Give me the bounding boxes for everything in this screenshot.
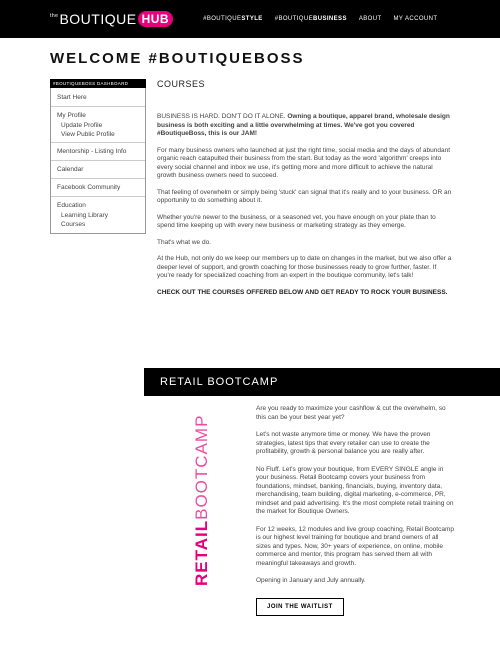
paragraph: Opening in January and July annually. [256,577,366,584]
nav-boutique-style[interactable] [203,16,263,22]
nav-boutique-business[interactable] [275,16,347,22]
paragraph: Whether you're newer to the business, or a seasoned vet, you have enough on your plate than to spend time keeping up with every new business or marketing strategy as they emerge. [157,213,436,229]
nav-about[interactable] [359,16,382,22]
retail-bootcamp-description [256,405,454,616]
sidebar-item-view-public-profile[interactable]: View Public Profile [61,131,115,138]
paragraph: That feeling of overwhelm or simply being 'stuck' can signal that it's really and to your business. OR an opportunity to do something about it. [157,188,452,204]
intro-plain: BUSINESS IS HARD. DON'T DO IT ALONE. [157,113,286,120]
sidebar-item-facebook-community[interactable]: Facebook Community [57,184,121,191]
sidebar-item-my-profile[interactable]: My Profile [57,112,86,119]
sidebar-item-update-profile[interactable]: Update Profile [61,122,103,129]
divider [51,160,145,161]
paragraph: Are you ready to maximize your cashflow & cut the overwhelm, so this can be your best year yet? [256,405,446,421]
nav-label: ABOUT [358,16,382,22]
nav-label: #BOUTIQUE [274,16,313,22]
page-title: WELCOME #BOUTIQUEBOSS [50,50,305,67]
sidebar-heading: #BOUTIQUEBOSS DASHBOARD [50,79,146,88]
dashboard-sidebar [50,79,146,234]
paragraph: At the Hub, not only do we keep our members up to date on changes in the market, but we also offer a deeper level of support, and growth coaching for those businesses ready to grow further, faster. If you're ready for specialized coaching from an expert in the boutique community, let's talk! [157,255,452,279]
nav-label-strong: BUSINESS [312,16,347,22]
paragraph: That's what we do. [157,238,211,246]
nav-label: MY ACCOUNT [393,16,438,22]
main-nav [203,16,437,22]
nav-label: #BOUTIQUE [203,16,242,22]
paragraph: No Fluff. Let's grow your boutique, from EVERY SINGLE angle in your business. Retail Bootcamp covers your business from foundations, mindset, banking, financials, buying, inventory data, merchandising, team building, digital marketing, e-commerce, PR, mindset and paid advertising. It's the most complete retail training on the market for Boutique Owners. [256,465,454,515]
sidebar-item-courses[interactable]: Courses [61,221,86,228]
paragraph: For 12 weeks, 12 modules and live group coaching, Retail Bootcamp is our highest level training for boutique and brand owners of all sizes and types. Now, 30+ years of experience, on online, mobile commerce and mentor, this program has served them all with meaningful takeaways and growth. [256,525,454,567]
divider [51,178,145,179]
sidebar-item-mentorship[interactable]: Mentorship - Listing Info [57,148,127,155]
paragraph: For many business owners who launched at just the right time, social media and the days of abundant organic reach catapulted their business from the start. But today as the word 'algorithm' creeps into every social channel and inbox we use, it's getting more and more difficult to achieve the natural growth business owners need to succeed. [157,146,451,179]
logo-the: the [50,13,59,19]
divider [51,106,145,107]
paragraph: Let's not waste anymore time or money. We have the proven strategies, latest tips that every retailer can use to create the profitability, growth & personal balance you are really after. [256,431,431,455]
sidebar-item-learning-library[interactable]: Learning Library [61,212,108,219]
sidebar-item-education[interactable]: Education [57,202,86,209]
courses-content [157,79,453,305]
nav-label-strong: STYLE [241,16,263,22]
nav-my-account[interactable] [394,16,438,22]
divider [51,196,145,197]
sidebar-item-start-here[interactable]: Start Here [57,94,87,101]
vertical-title-strong: RETAIL [192,519,211,586]
sidebar-menu [50,88,146,234]
retail-bootcamp-vertical-title [192,415,212,586]
logo-boutique: BOUTIQUE [59,11,137,27]
top-navigation-bar [0,0,500,38]
vertical-title-thin: BOOTCAMP [192,414,211,520]
site-logo[interactable] [50,11,173,27]
divider [51,142,145,143]
courses-title: COURSES [157,79,206,89]
sidebar-item-calendar[interactable]: Calendar [57,166,84,173]
intro-paragraph [157,113,453,139]
courses-cta-text: CHECK OUT THE COURSES OFFERED BELOW AND GET READY TO ROCK YOUR BUSINESS. [157,288,448,296]
intro-bold: Owning a boutique, apparel brand, wholesale design business is both exciting and a little overwhelming at times. We've got you covered #BoutiqueBoss, this is our JAM! [157,113,450,137]
join-waitlist-button[interactable]: JOIN THE WAITLIST [256,598,344,616]
retail-bootcamp-banner: RETAIL BOOTCAMP [144,368,500,396]
logo-hub: HUB [138,11,174,27]
